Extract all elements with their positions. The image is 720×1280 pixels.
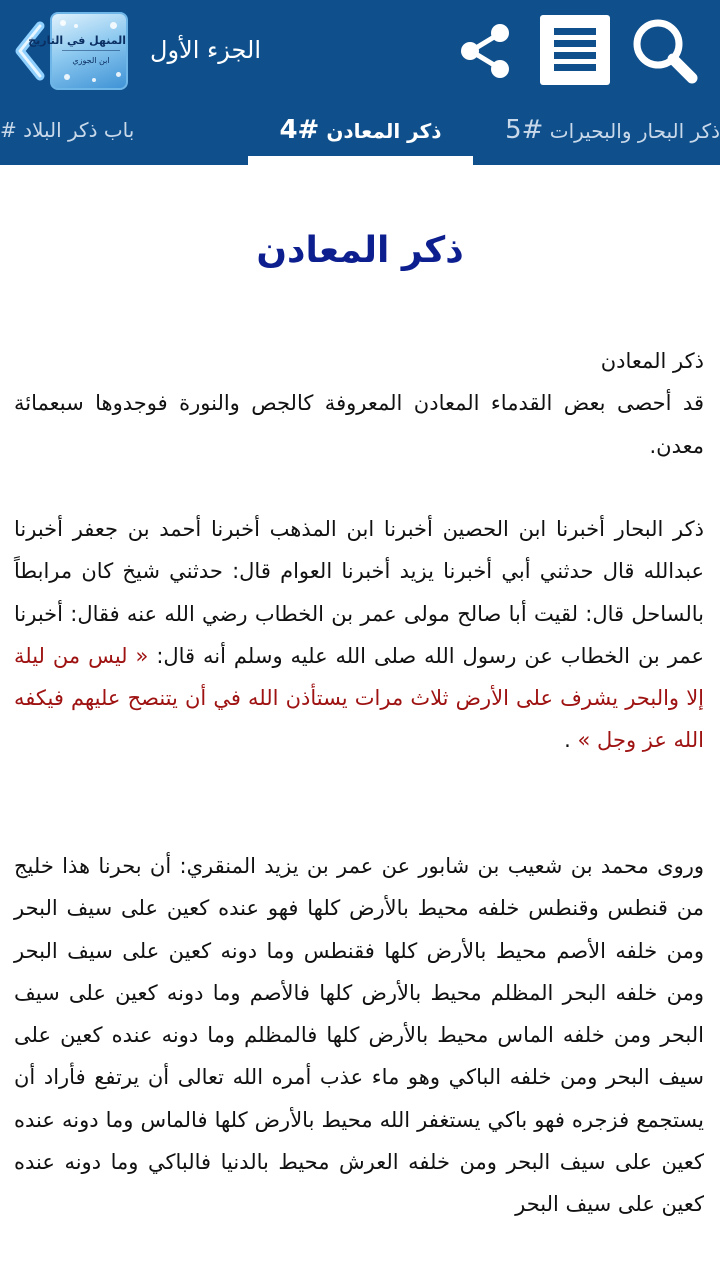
chevron-left-icon	[10, 20, 50, 82]
search-button[interactable]	[628, 14, 700, 86]
app-bar	[0, 0, 720, 165]
app-title: الجزء الأول	[150, 36, 262, 64]
hadith-quote: « ليس من ليلة إلا والبحر يشرف على الأرض ثلاث مرات يستأذن الله في أن يتنصح عليهم فيكفه الله عز وجل »	[14, 643, 704, 753]
tab-indicator	[248, 156, 473, 165]
tab-current-number: #4	[279, 115, 320, 145]
tab-next[interactable]	[505, 95, 720, 165]
paragraph-minerals-intro: ذكر المعادن قد أحصى بعض القدماء المعادن المعروفة كالجص والنورة فوجدوها سبعمائة معدن.	[14, 349, 704, 458]
back-button[interactable]	[10, 20, 50, 82]
chapter-tabs	[0, 95, 720, 165]
paragraph-seas-description: وروى محمد بن شعيب بن شابور عن عمر بن يزيد المنقري: أن بحرنا هذا خليج من قنطس وقنطس خلفه محيط بالأرض كلها فهو عنده كعين على سيف البحر ومن خلفه الأصم محيط بالأرض كلها فقنطس وما دونه كعين على سيف البحر ومن خلفه البحر المظلم محيط بالأرض كلها فالأصم وما دونه كعين على سيف البحر ومن خلفه الماس محيط بالأرض كلها فالمظلم وما دونه عنده كعين على سيف البحر ومن خلفه الباكي وهو ماء عذب أمره الله تعالى أن يرتفع فأراد أن يستجمع فزجره فهو باكي يستغفر الله محيط بالأرض كلها فالماس وما دونه عنده كعين على سيف البحر ومن خلفه العرش محيط بالدنيا فالباكي وما دونه عنده كعين على سيف البحر	[14, 854, 704, 1217]
share-icon	[455, 20, 517, 82]
app-logo[interactable]	[28, 12, 128, 90]
tab-next-label: ذكر البحار والبحيرات	[549, 119, 720, 143]
tab-current-label: ذكر المعادن	[326, 119, 442, 143]
narration-end: .	[564, 728, 578, 753]
article-heading: ذكر المعادن	[256, 230, 464, 271]
tab-current[interactable]	[248, 95, 473, 165]
menu-button[interactable]	[540, 15, 610, 85]
tab-previous[interactable]	[0, 95, 152, 165]
search-icon	[628, 14, 700, 86]
narration-chain: ذكر البحار أخبرنا ابن الحصين أخبرنا ابن المذهب أخبرنا أحمد بن جعفر أخبرنا عبدالله قال حدثني أبي أخبرنا يزيد أخبرنا العوام قال: حدثني شيخ كان مرابطاً بالساحل قال: لقيت أبا صالح مولى عمر بن الخطاب رضي الله عنه فقال: أخبرنا عمر بن الخطاب عن رسول الله صلى الله عليه وسلم أنه قال:	[14, 517, 704, 668]
tab-next-number: #5	[505, 115, 544, 145]
logo-subtitle: ابن الجوزي	[72, 56, 110, 65]
paragraph-seas-narration	[14, 508, 704, 762]
tab-previous-label: باب ذكر البلاد	[23, 118, 135, 142]
logo-title: المنهل في التاريخ	[28, 34, 126, 47]
article-content[interactable]	[0, 165, 720, 1280]
tab-previous-number: #	[0, 118, 17, 142]
share-button[interactable]	[455, 20, 517, 82]
